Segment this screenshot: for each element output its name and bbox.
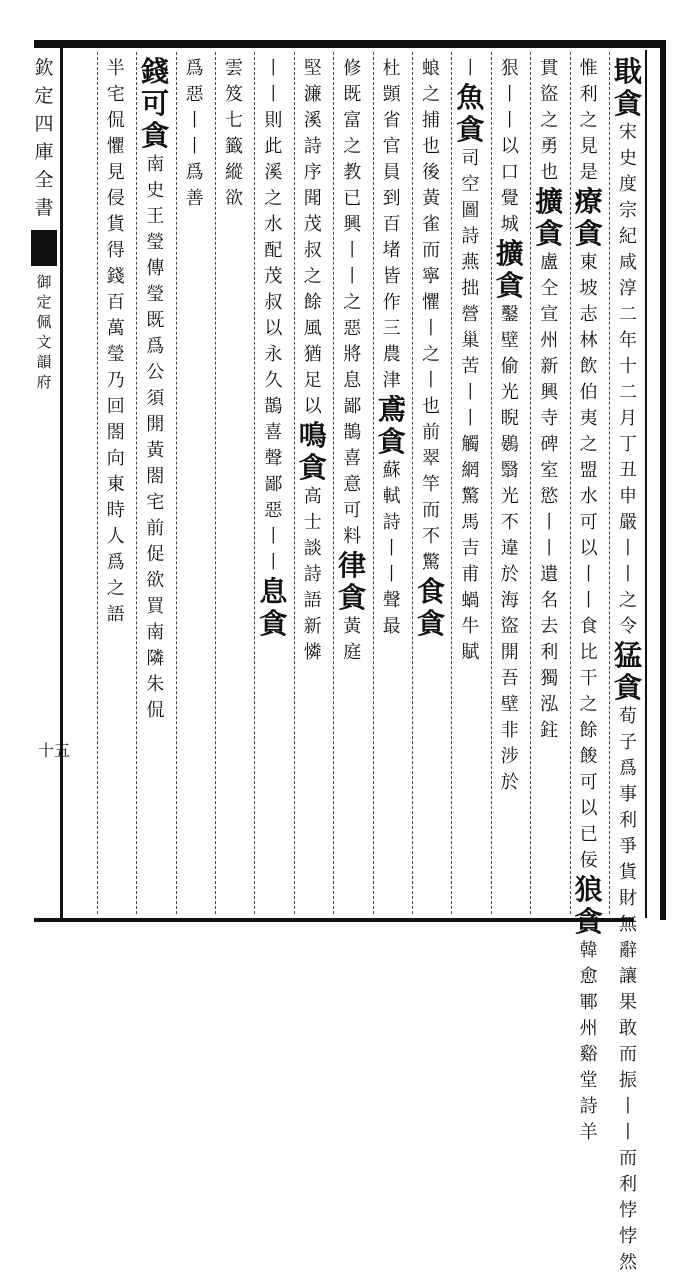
headword: 息 貪 [259, 575, 288, 640]
text-column [454, 56, 486, 914]
headword: 鳴 貪 [298, 419, 327, 484]
headword: 鳶 貪 [377, 393, 406, 458]
text-column [612, 55, 644, 1273]
annotation-text: 荀 子 爲 事 利 爭 貨 財 無 辭 讓 果 敢 而 振 丨 丨 而 利 悖 悖 然 [619, 706, 637, 1273]
column-rule [176, 52, 177, 914]
headword: 魚 貪 [456, 81, 485, 146]
annotation-text: 狠 丨 丨 以 口 覺 城 [500, 58, 519, 235]
annotation-text: 杜 顗 省 官 員 到 百 堵 皆 作 三 農 津 [382, 58, 401, 391]
column-rule [254, 52, 255, 914]
column-rule [570, 52, 571, 914]
headword: 戢 貪 [613, 55, 642, 120]
annotation-text: 鵲 喜 聲 鄙 惡 丨 丨 [264, 396, 283, 573]
book-title: 欽 定 四 庫 全 書 [34, 57, 54, 219]
column-rule [215, 52, 216, 914]
annotation-text: 貫 盜 之 勇 也 [540, 58, 559, 183]
frame-left-border [60, 48, 63, 918]
annotation-text: 惟 利 之 見 是 [579, 58, 598, 183]
annotation-text: 堅 濂 溪 詩 序 聞 茂 叔 之 餘 風 猶 足 以 [303, 58, 322, 417]
annotation-text: 丨 [461, 58, 480, 79]
text-column [415, 56, 447, 914]
annotation-text: 黃 庭 [343, 616, 362, 663]
annotation-text: 東 坡 志 林 飲 伯 夷 之 盟 水 可 以 丨 丨 食 比 干 之 餘 餕 可 以 已 佞 [579, 252, 598, 871]
text-column [139, 56, 171, 914]
text-column [573, 56, 605, 1143]
column-rule [136, 52, 137, 914]
column-rule [530, 52, 531, 914]
annotation-text: 雲 笈 七 籤 縱 欲 [225, 58, 243, 209]
column-rule [609, 52, 610, 914]
annotation-text: 盧 仝 宣 州 新 興 寺 碑 室 慾 丨 丨 遺 名 去 利 獨 泓 鉒 [540, 252, 559, 741]
headword: 擴 貪 [535, 185, 564, 250]
annotation-text: 韓 愈 鄆 州 谿 堂 詩 羊 [579, 940, 598, 1143]
headword: 律 貪 [338, 549, 367, 614]
headword: 食 貪 [416, 575, 445, 640]
text-column [494, 56, 526, 914]
text-column [179, 56, 211, 914]
text-column [297, 56, 329, 914]
text-column [218, 56, 250, 914]
column-rule [451, 52, 452, 914]
annotation-text: 丨 丨 則 此 溪 之 水 配 茂 叔 以 永 久 [264, 58, 283, 391]
annotation-text: 蘇 軾 詩 丨 丨 聲 最 [382, 460, 401, 637]
column-rule [97, 52, 98, 914]
headword: 狼 貪 [574, 873, 603, 938]
annotation-text: 修 既 富 之 教 已 興 丨 丨 之 惡 將 息 [343, 58, 362, 391]
annotation-text: 司 空 圖 詩 燕 拙 營 巢 苦 丨 丨 觸 網 驚 馬 吉 甫 蝸 牛 賦 [461, 148, 480, 663]
text-column [376, 56, 408, 914]
frame-right-inner-border [645, 50, 647, 918]
headword: 療 貪 [574, 185, 603, 250]
headword: 擴 貪 [495, 237, 524, 302]
text-column [336, 56, 368, 914]
annotation-text: 高 士 談 詩 語 新 憐 [303, 486, 322, 663]
annotation-text: 鄙 鵲 喜 意 可 料 [343, 396, 362, 547]
text-column [533, 56, 565, 914]
page-number: 十五 [38, 741, 71, 760]
column-rule [491, 52, 492, 914]
text-column [100, 56, 132, 914]
fishtail-mark [31, 230, 57, 266]
annotation-text: 南 史 王 瑩 傳 瑩 既 爲 公 須 開 黃 閤 宅 前 促 欲 買 南 隣 朱 侃 [146, 154, 165, 721]
text-column [257, 56, 289, 914]
annotation-text: 爲 惡 丨 丨 爲 善 [185, 58, 204, 209]
frame-bottom-border [34, 918, 634, 922]
column-rule [373, 52, 374, 914]
margin-strip [28, 54, 60, 914]
column-rule [412, 52, 413, 914]
annotation-text: 宋 史 度 宗 紀 咸 淳 二 年 十 二 月 丁 丑 申 嚴 丨 丨 之 令 [619, 122, 637, 637]
annotation-text: 蜋 之 捕 也 後 黃 雀 而 寧 懼 丨 之 丨 也 前 翠 竿 而 不 驚 [422, 58, 440, 573]
frame-right-border [660, 40, 666, 920]
frame-top-border [34, 40, 666, 48]
annotation-text: 鑿 壁 偷 光 睨 鷃 翳 光 不 違 於 海 盜 開 吾 壁 非 涉 於 [500, 304, 519, 793]
column-rule [333, 52, 334, 914]
headword: 錢 可 貪 [141, 55, 170, 152]
annotation-text: 半 宅 侃 懼 見 侵 貨 得 錢 百 萬 瑩 乃 回 閤 向 東 時 人 爲 之 語 [106, 58, 125, 625]
sub-title: 御 定 佩 文 韻 府 [36, 273, 52, 391]
column-rule [294, 52, 295, 914]
headword: 猛 貪 [613, 639, 642, 704]
